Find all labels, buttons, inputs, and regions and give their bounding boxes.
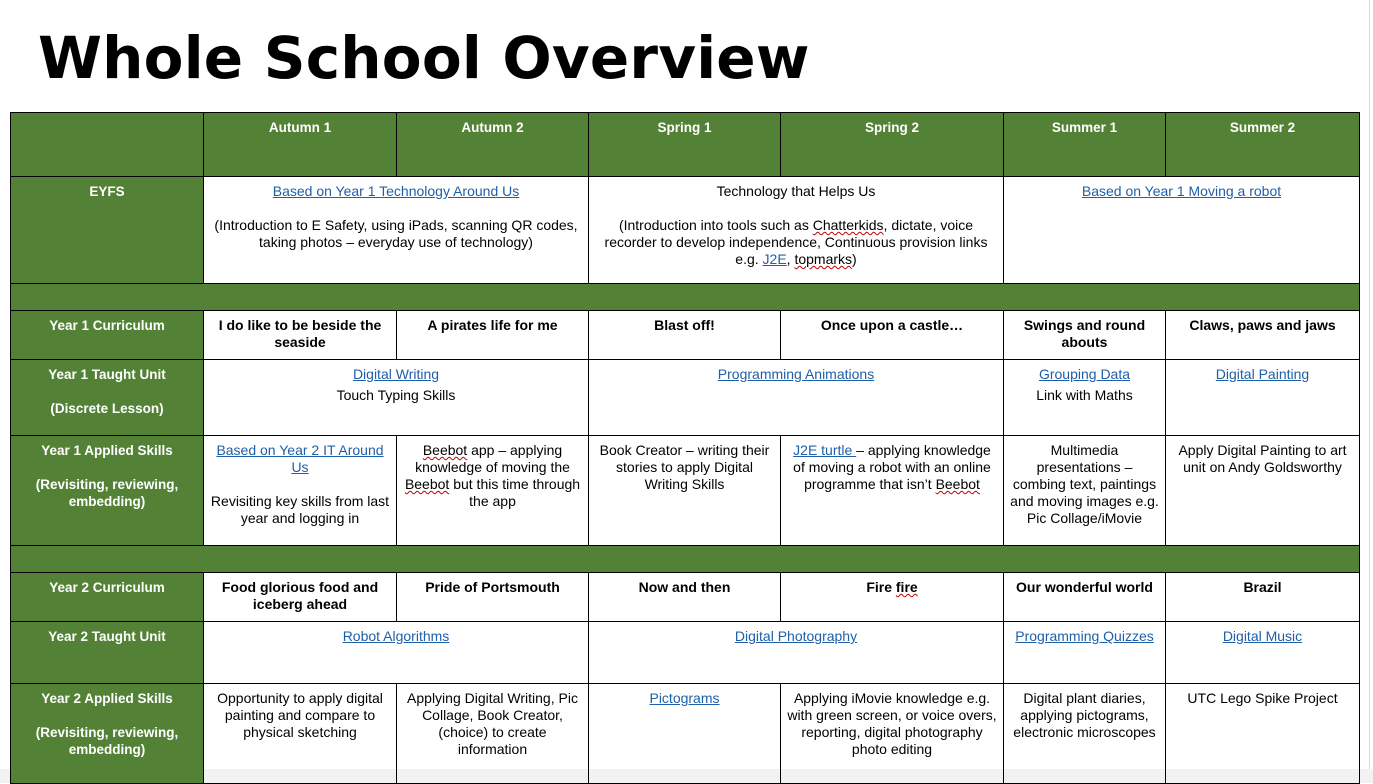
digital-music-link[interactable]: Digital Music <box>1222 628 1303 644</box>
curriculum-cell: Food glorious food and iceberg ahead <box>204 573 397 622</box>
header-spring-1: Spring 1 <box>589 113 781 177</box>
digital-writing-link[interactable]: Digital Writing <box>352 366 440 382</box>
header-autumn-2: Autumn 2 <box>397 113 589 177</box>
year1-curriculum-row <box>11 311 1360 360</box>
digital-painting-link[interactable]: Digital Painting <box>1215 366 1310 382</box>
digital-photography-link[interactable]: Digital Photography <box>734 628 858 644</box>
curriculum-cell: Blast off! <box>589 311 781 360</box>
grouping-data-link[interactable]: Grouping Data <box>1038 366 1131 382</box>
eyfs-autumn-note: (Introduction to E Safety, using iPads, scanning QR codes, taking photos – everyday use of technology) <box>214 217 578 250</box>
eyfs-summer-link[interactable]: Based on Year 1 Moving a robot <box>1081 183 1282 199</box>
eyfs-autumn-cell <box>204 177 589 284</box>
year1-applied-autumn2: Beebot app – applying knowledge of moving the Beebot but this time through the app <box>397 436 589 546</box>
year2-applied-autumn2: Applying Digital Writing, Pic Collage, Book Creator, (choice) to create information <box>397 684 589 784</box>
spelling-flag: Chatterkids <box>812 217 884 233</box>
curriculum-cell: Once upon a castle… <box>781 311 1004 360</box>
year1-taught-spring <box>589 360 1004 436</box>
header-spring-2: Spring 2 <box>781 113 1004 177</box>
programming-animations-link[interactable]: Programming Animations <box>717 366 875 382</box>
year1-applied-autumn1: Based on Year 2 IT Around Us Revisiting key skills from last year and logging in <box>204 436 397 546</box>
curriculum-cell: Claws, paws and jaws <box>1166 311 1360 360</box>
curriculum-cell: Swings and round abouts <box>1004 311 1166 360</box>
eyfs-label: EYFS <box>11 177 204 284</box>
header-summer-1: Summer 1 <box>1004 113 1166 177</box>
curriculum-cell: Now and then <box>589 573 781 622</box>
j2e-turtle-link[interactable]: J2E turtle <box>793 442 857 458</box>
year2-taught-spring <box>589 622 1004 684</box>
year2-applied-label: Year 2 Applied Skills (Revisiting, reviewing, embedding) <box>11 684 204 784</box>
curriculum-cell: Our wonderful world <box>1004 573 1166 622</box>
year2-applied-summer2: UTC Lego Spike Project <box>1166 684 1360 784</box>
curriculum-cell: I do like to be beside the seaside <box>204 311 397 360</box>
spelling-flag: topmarks <box>794 251 853 267</box>
year1-applied-spring1: Book Creator – writing their stories to apply Digital Writing Skills <box>589 436 781 546</box>
curriculum-cell: Fire fire <box>781 573 1004 622</box>
it-around-us-link[interactable]: Based on Year 2 IT Around Us <box>216 442 384 475</box>
separator-row <box>11 546 1360 573</box>
year1-taught-autumn: Digital Writing Touch Typing Skills <box>204 360 589 436</box>
pictograms-link[interactable]: Pictograms <box>649 690 720 706</box>
year1-curriculum-label: Year 1 Curriculum <box>11 311 204 360</box>
programming-quizzes-link[interactable]: Programming Quizzes <box>1015 628 1154 644</box>
year2-taught-row <box>11 622 1360 684</box>
year2-applied-autumn1: Opportunity to apply digital painting and compare to physical sketching <box>204 684 397 784</box>
header-corner-cell <box>11 113 204 177</box>
year2-applied-summer1: Digital plant diaries, applying pictograms, electronic microscopes <box>1004 684 1166 784</box>
eyfs-spring-cell <box>589 177 1004 284</box>
year2-taught-summer2 <box>1166 622 1360 684</box>
year1-applied-spring2: J2E turtle – applying knowledge of moving a robot with an online programme that isn’t Beebot <box>781 436 1004 546</box>
curriculum-cell: A pirates life for me <box>397 311 589 360</box>
year1-taught-label: Year 1 Taught Unit (Discrete Lesson) <box>11 360 204 436</box>
year1-taught-summer2 <box>1166 360 1360 436</box>
year2-curriculum-label: Year 2 Curriculum <box>11 573 204 622</box>
year2-taught-autumn <box>204 622 589 684</box>
separator-row <box>11 284 1360 311</box>
overview-table <box>10 112 1360 784</box>
window-edge <box>1369 0 1370 783</box>
eyfs-spring-heading: Technology that Helps Us <box>716 183 876 199</box>
year1-applied-summer1: Multimedia presentations – combing text, paintings and moving images e.g. Pic Collage/iMovie <box>1004 436 1166 546</box>
year1-taught-row <box>11 360 1360 436</box>
year2-applied-spring1 <box>589 684 781 784</box>
header-autumn-1: Autumn 1 <box>204 113 397 177</box>
year1-applied-summer2: Apply Digital Painting to art unit on Andy Goldsworthy <box>1166 436 1360 546</box>
j2e-link[interactable]: J2E <box>762 251 787 267</box>
year1-applied-label: Year 1 Applied Skills (Revisiting, reviewing, embedding) <box>11 436 204 546</box>
year2-curriculum-row <box>11 573 1360 622</box>
year2-applied-spring2: Applying iMovie knowledge e.g. with green screen, or voice overs, reporting, digital photography photo editing <box>781 684 1004 784</box>
header-row <box>11 113 1360 177</box>
robot-algorithms-link[interactable]: Robot Algorithms <box>342 628 450 644</box>
curriculum-cell: Brazil <box>1166 573 1360 622</box>
year2-taught-label: Year 2 Taught Unit <box>11 622 204 684</box>
eyfs-summer-cell <box>1004 177 1360 284</box>
page-title: Whole School Overview <box>38 24 810 92</box>
eyfs-autumn-link[interactable]: Based on Year 1 Technology Around Us <box>272 183 520 199</box>
year2-taught-summer1 <box>1004 622 1166 684</box>
header-summer-2: Summer 2 <box>1166 113 1360 177</box>
curriculum-cell: Pride of Portsmouth <box>397 573 589 622</box>
eyfs-spring-note: (Introduction into tools such as Chatterkids, dictate, voice recorder to develop independence, Continuous provision links e.g. J2E, topmarks) <box>604 217 988 267</box>
year2-applied-row <box>11 684 1360 784</box>
year1-applied-row <box>11 436 1360 546</box>
eyfs-row <box>11 177 1360 284</box>
year1-taught-summer1: Grouping Data Link with Maths <box>1004 360 1166 436</box>
